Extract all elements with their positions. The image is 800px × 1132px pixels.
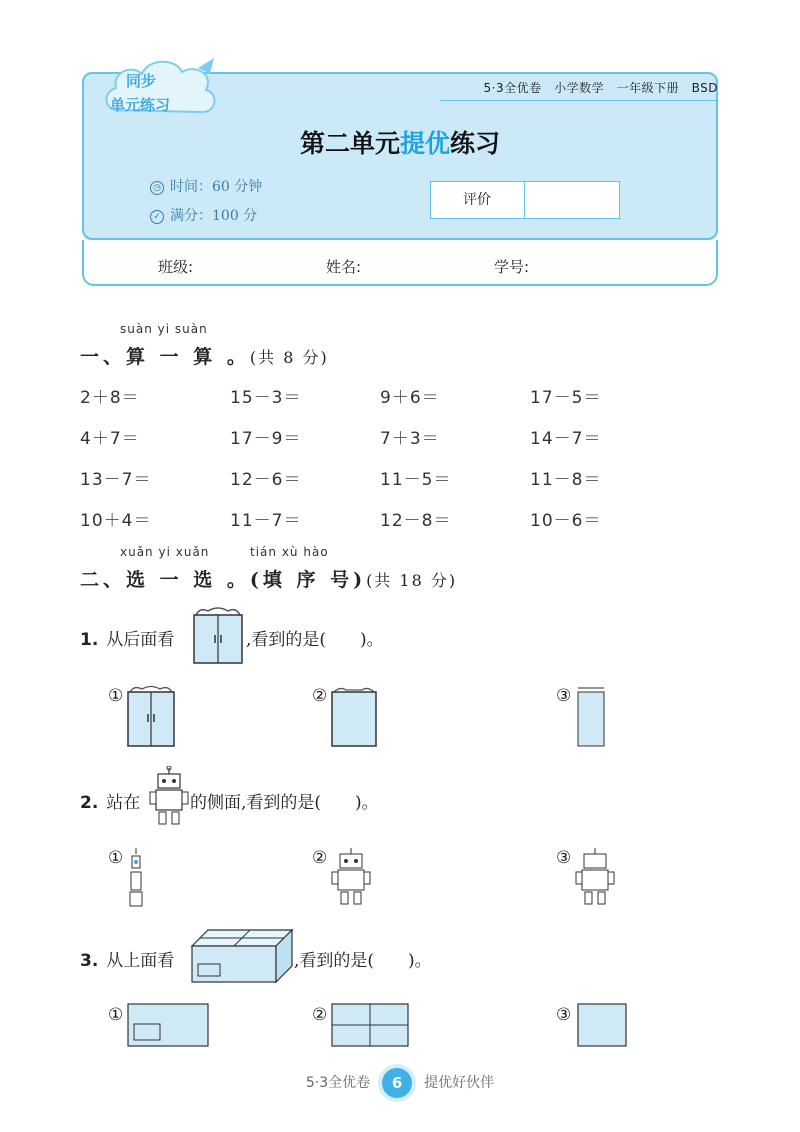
option-number[interactable]: ② (312, 848, 328, 868)
eval-value-field[interactable] (525, 181, 620, 219)
badge-line2: 单元练习 (110, 96, 171, 114)
title-part1: 第二单元 (299, 129, 400, 158)
page-title (0, 124, 800, 160)
robot-figure (148, 766, 190, 828)
calc-item: 12－8＝ (380, 511, 452, 531)
section2-pinyin-2: tián xù hào (250, 545, 329, 559)
calc-item: 11－5＝ (380, 470, 452, 490)
option-number[interactable]: ③ (556, 1005, 572, 1025)
option-1-wardrobe-front[interactable] (126, 684, 176, 748)
wardrobe-figure (190, 605, 246, 667)
question-text-after: ,看到的是( )。 (246, 630, 384, 650)
option-3-wardrobe-side[interactable] (576, 684, 606, 748)
option-1-box-top[interactable] (126, 1002, 210, 1048)
calc-item: 11－8＝ (530, 470, 602, 490)
question-2 (80, 788, 140, 813)
page-number: 6 (382, 1068, 412, 1098)
question-number: 2. (80, 793, 99, 813)
score-label: 满分：100 分 (170, 208, 258, 224)
calc-item: 10－6＝ (530, 511, 602, 531)
question-number: 1. (80, 630, 99, 650)
title-part2: 练习 (450, 129, 501, 158)
footer-right: 提优好伙伴 (424, 1075, 495, 1091)
option-number[interactable]: ② (312, 1005, 328, 1025)
option-2-robot-front[interactable] (330, 846, 372, 910)
question-text-after: ,看到的是( )。 (294, 951, 432, 971)
section2-title: 二、选 一 选 。(填 序 号) (80, 569, 367, 591)
option-1-robot-side[interactable] (126, 846, 146, 910)
option-2-wardrobe-back[interactable] (330, 684, 378, 748)
eval-label: 评价 (430, 181, 525, 219)
section2-score: (共 18 分) (366, 571, 458, 590)
question-text-before: 从上面看 (106, 951, 175, 971)
question-text-after: 的侧面,看到的是( )。 (190, 793, 379, 813)
time-label: 时间：60 分钟 (170, 179, 263, 195)
calc-item: 17－5＝ (530, 388, 602, 408)
question-number: 3. (80, 951, 99, 971)
calc-item: 17－9＝ (230, 429, 302, 449)
name-label: 姓名: (326, 258, 362, 276)
option-number[interactable]: ③ (556, 848, 572, 868)
question-text-before: 从后面看 (106, 630, 175, 650)
page-footer (0, 1068, 800, 1098)
option-3-box-side[interactable] (576, 1002, 628, 1048)
section1-score: (共 8 分) (249, 348, 329, 367)
option-2-box-cross[interactable] (330, 1002, 410, 1048)
section1-title: 一、算 一 算 。 (80, 346, 250, 368)
calc-item: 13－7＝ (80, 470, 152, 490)
option-number[interactable]: ① (108, 686, 124, 706)
calc-item: 11－7＝ (230, 511, 302, 531)
calc-item: 14－7＝ (530, 429, 602, 449)
calc-item: 12－6＝ (230, 470, 302, 490)
calc-item: 9＋6＝ (380, 388, 440, 408)
check-icon: ✓ (150, 210, 164, 224)
calc-item: 10＋4＝ (80, 511, 152, 531)
question-1 (80, 625, 174, 650)
option-number[interactable]: ① (108, 1005, 124, 1025)
score-info (150, 205, 257, 225)
section1-heading (80, 342, 329, 369)
option-number[interactable]: ① (108, 848, 124, 868)
calc-item: 15－3＝ (230, 388, 302, 408)
option-number[interactable]: ② (312, 686, 328, 706)
class-label: 班级: (158, 258, 194, 276)
calc-item: 7＋3＝ (380, 429, 440, 449)
box-figure (190, 928, 294, 984)
question-3 (80, 946, 174, 971)
option-number[interactable]: ③ (556, 686, 572, 706)
calc-item: 4＋7＝ (80, 429, 140, 449)
header-divider (440, 100, 716, 101)
title-highlight: 提优 (399, 129, 450, 158)
badge-line1: 同步 (126, 72, 157, 90)
section2-heading (80, 565, 457, 592)
section2-pinyin-1: xuǎn yi xuǎn (120, 545, 210, 559)
calc-item: 2＋8＝ (80, 388, 140, 408)
time-info (150, 176, 262, 196)
series-label: 5·3全优卷 小学数学 一年级下册 BSD (483, 81, 718, 95)
id-label: 学号: (494, 258, 530, 276)
clock-icon: ◷ (150, 181, 164, 195)
section1-pinyin: suàn yi suàn (120, 322, 208, 336)
option-3-robot-back[interactable] (574, 846, 616, 910)
question-text-before: 站在 (106, 793, 141, 813)
footer-left: 5·3全优卷 (305, 1075, 371, 1091)
